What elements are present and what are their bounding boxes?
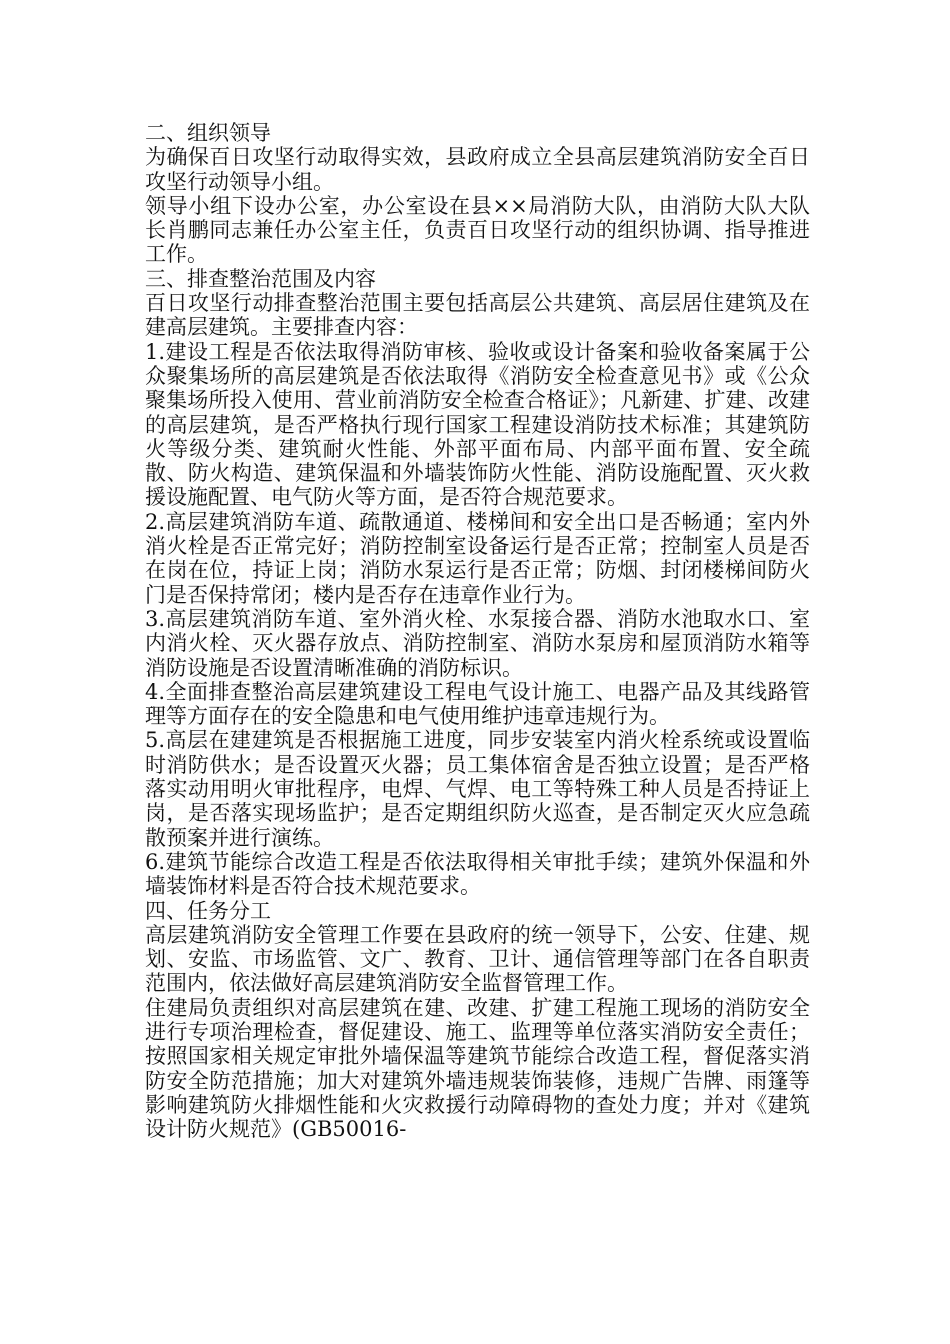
list-item: 4.全面排查整治高层建筑建设工程电气设计施工、电器产品及其线路管理等方面存在的安全隐患和电气使用维护违章违规行为。 [145, 679, 810, 729]
section-heading-tasks: 四、任务分工 [145, 898, 271, 923]
paragraph: 领导小组下设办公室，办公室设在县××局消防大队，由消防大队大队长肖鹏同志兼任办公室主任，负责百日攻坚行动的组织协调、指导推进工作。 [145, 193, 810, 267]
list-item: 5.高层在建建筑是否根据施工进度，同步安装室内消火栓系统或设置临时消防供水；是否设置灭火器；员工集体宿舍是否独立设置；是否严格落实动用明火审批程序，电焊、气焊、电工等特殊工种人员是否持证上岗，是否落实现场监护；是否定期组织防火巡查，是否制定灭火应急疏散预案并进行演练。 [145, 728, 810, 850]
paragraph: 为确保百日攻坚行动取得实效，县政府成立全县高层建筑消防安全百日攻坚行动领导小组。 [145, 145, 810, 194]
list-item: 3.高层建筑消防车道、室外消火栓、水泵接合器、消防水池取水口、室内消火栓、灭火器存放点、消防控制室、消防水泵房和屋顶消防水箱等消防设施是否设置清晰准确的消防标识。 [145, 606, 810, 680]
list-item: 6.建筑节能综合改造工程是否依法取得相关审批手续；建筑外保温和外墙装饰材料是否符合技术规范要求。 [145, 849, 810, 899]
section-heading-organization: 二、组织领导 [145, 121, 271, 145]
paragraph: 高层建筑消防安全管理工作要在县政府的统一领导下，公安、住建、规划、安监、市场监管、文广、教育、卫计、通信管理等部门在各自职责范围内，依法做好高层建筑消防安全监督管理工作。 [145, 922, 810, 996]
paragraph: 百日攻坚行动排查整治范围主要包括高层公共建筑、高层居住建筑及在建高层建筑。主要排查内容： [145, 291, 810, 340]
document-body [145, 121, 810, 1141]
list-item: 2.高层建筑消防车道、疏散通道、楼梯间和安全出口是否畅通；室内外消火栓是否正常完好；消防控制室设备运行是否正常；控制室人员是否在岗在位，持证上岗；消防水泵运行是否正常；防烟、封闭楼梯间防火门是否保持常闭；楼内是否存在违章作业行为。 [145, 509, 810, 607]
section-heading-scope: 三、排查整治范围及内容 [145, 266, 376, 291]
paragraph: 住建局负责组织对高层建筑在建、改建、扩建工程施工现场的消防安全进行专项治理检查，督促建设、施工、监理等单位落实消防安全责任；按照国家相关规定审批外墙保温等建筑节能综合改造工程，督促落实消防安全防范措施；加大对建筑外墙违规装饰装修，违规广告牌、雨篷等影响建筑防火排烟性能和火灾救援行动障碍物的查处力度；并对《建筑设计防火规范》(GB50016- [145, 995, 810, 1142]
list-item: 1.建设工程是否依法取得消防审核、验收或设计备案和验收备案属于公众聚集场所的高层建筑是否依法取得《消防安全检查意见书》或《公众聚集场所投入使用、营业前消防安全检查合格证》；凡新建、扩建、改建的高层建筑，是否严格执行现行国家工程建设消防技术标准；其建筑防火等级分类、建筑耐火性能、外部平面布局、内部平面布置、安全疏散、防火构造、建筑保温和外墙装饰防火性能、消防设施配置、灭火救援设施配置、电气防火等方面，是否符合规范要求。 [145, 339, 810, 510]
